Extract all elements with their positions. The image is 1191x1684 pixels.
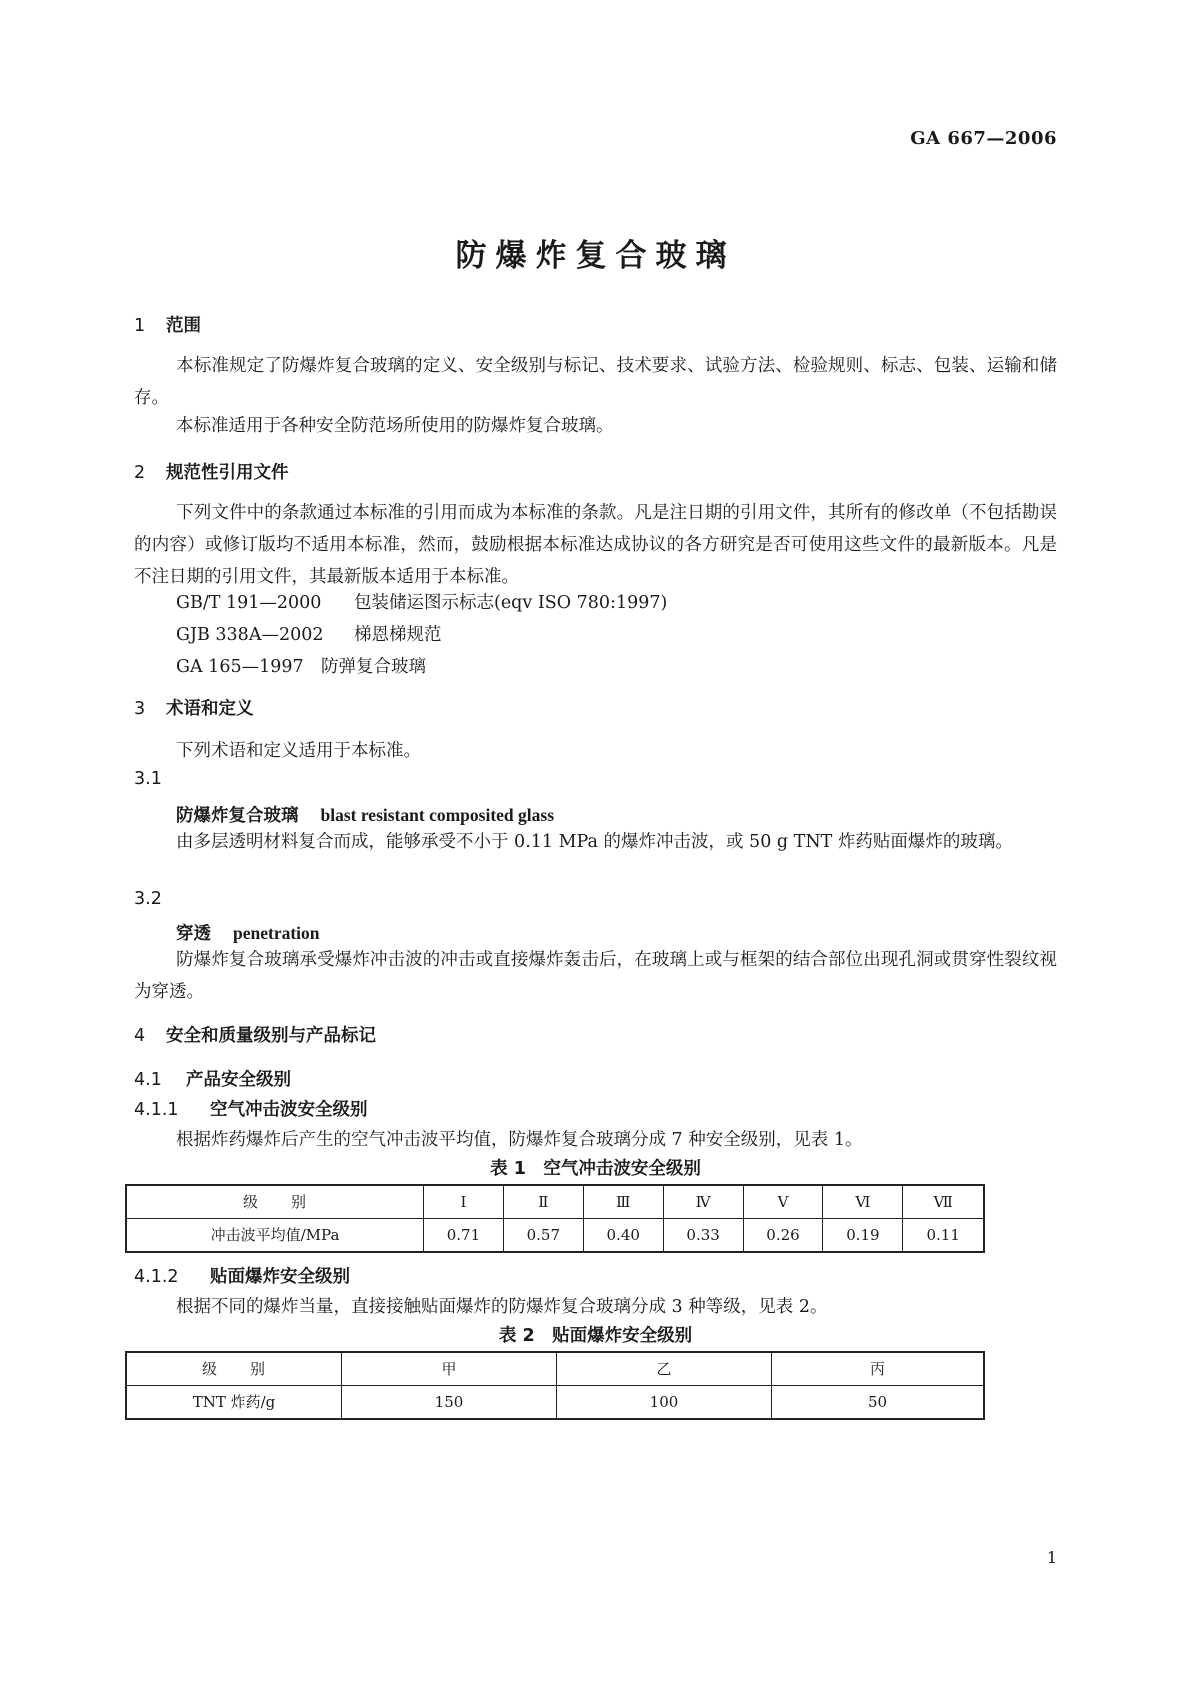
section-1-paragraph-2-text: 本标准适用于各种安全防范场所使用的防爆炸复合玻璃。 [176, 416, 614, 436]
table-1-value: 0.71 [424, 1218, 504, 1252]
section-1-paragraph-1 [134, 350, 1057, 414]
table-1-value-label: 冲击波平均值/MPa [126, 1218, 424, 1252]
section-1-heading [134, 312, 201, 337]
reference-item [176, 653, 426, 678]
section-4-1-2-paragraph: 根据不同的爆炸当量，直接接触贴面爆炸的防爆炸复合玻璃分成 3 种等级，见表 2。 [176, 1297, 828, 1317]
reference-code: GA 165—1997 [176, 657, 304, 677]
section-3-number: 3 [134, 699, 146, 719]
table-1-value: 0.19 [823, 1218, 903, 1252]
section-4-number: 4 [134, 1026, 146, 1046]
table-row [126, 1385, 984, 1419]
section-2-heading [134, 459, 289, 484]
term-3-2-definition-text: 防爆炸复合玻璃承受爆炸冲击波的冲击或直接爆炸轰击后，在玻璃上或与框架的结合部位出现孔洞或贯穿性裂纹视为穿透。 [134, 950, 1057, 1002]
reference-code: GJB 338A—2002 [176, 625, 324, 645]
reference-title: 梯恩梯规范 [354, 625, 442, 645]
section-4-1-heading [134, 1066, 291, 1091]
table-2-value: 150 [342, 1385, 557, 1419]
table-2-value-label: TNT 炸药/g [126, 1385, 342, 1419]
section-1-number: 1 [134, 316, 146, 336]
reference-item [176, 621, 442, 646]
section-1-paragraph-1-text: 本标准规定了防爆炸复合玻璃的定义、安全级别与标记、技术要求、试验方法、检验规则、标志、包装、运输和储存。 [134, 356, 1057, 408]
section-4-1-1-title: 空气冲击波安全级别 [210, 1100, 368, 1120]
section-2-title: 规范性引用文件 [166, 463, 289, 483]
table-2 [125, 1351, 985, 1420]
table-1-level: Ⅶ [903, 1185, 984, 1218]
table-2-header-label: 级 别 [126, 1352, 342, 1385]
section-3-paragraph: 下列术语和定义适用于本标准。 [176, 741, 421, 761]
table-1-value: 0.33 [663, 1218, 743, 1252]
section-1-paragraph-2 [134, 410, 1057, 442]
term-3-1-en: blast resistant composited glass [320, 805, 555, 825]
section-3-heading [134, 695, 254, 720]
table-1-header-label: 级 别 [126, 1185, 424, 1218]
table-1-level: Ⅵ [823, 1185, 903, 1218]
term-3-2 [176, 920, 320, 945]
term-3-2-definition [134, 944, 1057, 1008]
section-4-1-2-heading [134, 1263, 350, 1288]
reference-code: GB/T 191—2000 [176, 593, 322, 613]
table-1 [125, 1184, 985, 1253]
table-1-level: Ⅱ [503, 1185, 583, 1218]
term-3-1 [176, 802, 554, 827]
term-3-1-definition-text: 由多层透明材料复合而成，能够承受不小于 0.11 MPa 的爆炸冲击波，或 50 g TNT 炸药贴面爆炸的玻璃。 [176, 832, 1013, 852]
table-2-level: 丙 [772, 1352, 985, 1385]
table-row [126, 1185, 984, 1218]
reference-title: 包装储运图示标志(eqv ISO 780:1997) [354, 593, 668, 613]
section-4-1-2-number: 4.1.2 [134, 1267, 179, 1287]
section-3-title: 术语和定义 [166, 699, 254, 719]
term-3-2-en: penetration [233, 923, 320, 943]
section-4-1-2-title: 贴面爆炸安全级别 [210, 1267, 350, 1287]
page-number: 1 [1046, 1548, 1057, 1567]
section-2-number: 2 [134, 463, 146, 483]
table-2-value: 50 [772, 1385, 985, 1419]
table-2-level: 乙 [557, 1352, 772, 1385]
table-2-level: 甲 [342, 1352, 557, 1385]
table-2-caption: 表 2 贴面爆炸安全级别 [498, 1326, 693, 1346]
section-2-paragraph [134, 497, 1057, 593]
section-4-1-number: 4.1 [134, 1070, 162, 1090]
section-1-title: 范围 [166, 316, 201, 336]
table-1-value: 0.57 [503, 1218, 583, 1252]
section-4-1-title: 产品安全级别 [186, 1070, 291, 1090]
reference-title: 防弹复合玻璃 [321, 657, 426, 677]
table-2-value: 100 [557, 1385, 772, 1419]
table-1-value: 0.11 [903, 1218, 984, 1252]
table-1-level: Ⅰ [424, 1185, 504, 1218]
term-3-1-zh: 防爆炸复合玻璃 [176, 806, 299, 826]
document-code: GA 667—2006 [910, 128, 1057, 149]
term-3-2-number: 3.2 [134, 889, 162, 909]
term-3-2-zh: 穿透 [176, 924, 211, 944]
reference-item [176, 589, 667, 614]
page-title: 防爆炸复合玻璃 [455, 238, 736, 274]
section-4-1-1-heading [134, 1096, 368, 1121]
section-2-paragraph-text: 下列文件中的条款通过本标准的引用而成为本标准的条款。凡是注日期的引用文件，其所有的修改单（不包括勘误的内容）或修订版均不适用本标准，然而，鼓励根据本标准达成协议的各方研究是否可使用这些文件的最新版本。凡是不注日期的引用文件，其最新版本适用于本标准。 [134, 503, 1057, 587]
table-1-level: Ⅴ [743, 1185, 823, 1218]
table-1-value: 0.40 [583, 1218, 663, 1252]
section-4-heading [134, 1022, 376, 1047]
section-4-1-1-number: 4.1.1 [134, 1100, 179, 1120]
table-row [126, 1218, 984, 1252]
table-1-value: 0.26 [743, 1218, 823, 1252]
table-1-level: Ⅳ [663, 1185, 743, 1218]
term-3-1-definition [134, 826, 1057, 858]
term-3-1-number: 3.1 [134, 769, 162, 789]
section-4-title: 安全和质量级别与产品标记 [166, 1026, 376, 1046]
section-4-1-1-paragraph: 根据炸药爆炸后产生的空气冲击波平均值，防爆炸复合玻璃分成 7 种安全级别，见表 1。 [176, 1130, 863, 1150]
table-row [126, 1352, 984, 1385]
table-1-level: Ⅲ [583, 1185, 663, 1218]
table-1-caption: 表 1 空气冲击波安全级别 [490, 1159, 701, 1179]
